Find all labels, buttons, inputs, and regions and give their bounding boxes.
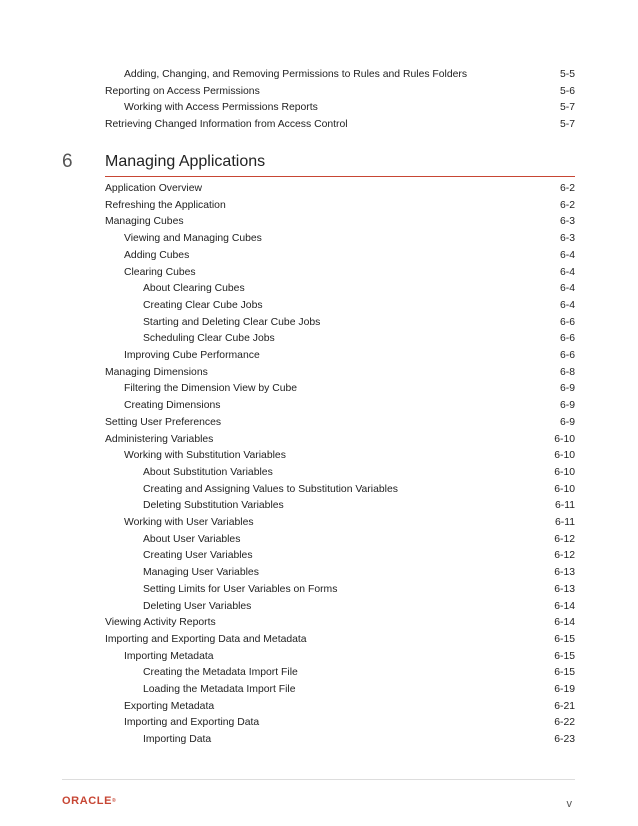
toc-entry[interactable]: [0, 331, 638, 347]
toc-entry-title: Application Overview: [105, 183, 203, 194]
toc-entry-page: 6-4: [559, 283, 575, 295]
toc-entry-page: 6-9: [559, 416, 575, 428]
toc-entry[interactable]: [0, 465, 638, 481]
toc-entry-title: Creating User Variables: [143, 550, 253, 562]
toc-entry-title: About Clearing Cubes: [143, 283, 245, 295]
toc-entry[interactable]: [0, 515, 638, 531]
toc-entry[interactable]: [0, 415, 638, 431]
toc-entry-title: Filtering the Dimension View by Cube: [124, 383, 298, 395]
toc-entry-page: 6-19: [554, 684, 575, 695]
toc-entry-page: 6-21: [554, 700, 575, 712]
toc-entry-page: 6-3: [559, 233, 575, 245]
toc-entry[interactable]: [0, 398, 638, 414]
toc-entry-page: 6-2: [559, 183, 575, 194]
toc-entry-title: Working with User Variables: [124, 517, 254, 528]
toc-entry[interactable]: [0, 582, 638, 598]
toc-entry[interactable]: [0, 432, 638, 448]
toc-entry-title: Working with Substitution Variables: [124, 450, 286, 462]
toc-entry-page: 6-13: [554, 567, 575, 579]
toc-entry-title: About Substitution Variables: [143, 466, 273, 478]
toc-entry-title: Managing Cubes: [105, 216, 184, 228]
toc-entry-title: Creating the Metadata Import File: [143, 667, 298, 679]
toc-entry-page: 6-4: [559, 299, 575, 311]
toc-entry-title: Importing Metadata: [124, 650, 214, 662]
toc-entry-title: Viewing Activity Reports: [105, 617, 216, 629]
toc-entry-title: Importing Data: [143, 734, 212, 746]
toc-entry[interactable]: [0, 348, 638, 364]
toc-entry[interactable]: [0, 632, 638, 648]
toc-entry[interactable]: [0, 448, 638, 464]
toc-entry-title: Administering Variables: [105, 433, 214, 445]
toc-entry[interactable]: [0, 231, 638, 247]
toc-entry-page: 6-22: [554, 717, 575, 729]
chapter-divider: [105, 176, 575, 177]
toc-entry-page: 6-10: [554, 483, 575, 495]
toc-entry-title: Working with Access Permissions Reports: [124, 102, 318, 114]
toc-entry-page: 5-6: [559, 85, 575, 97]
toc-entry-title: Setting User Preferences: [105, 416, 222, 428]
toc-entry-title: Importing and Exporting Data and Metadata: [105, 633, 307, 645]
toc-entry-page: 6-6: [559, 333, 575, 345]
toc-entry-page: 6-10: [554, 450, 575, 462]
toc-entry-page: 6-11: [554, 517, 575, 528]
toc-entry-page: 6-3: [559, 216, 575, 228]
toc-entry-page: 6-2: [559, 199, 575, 211]
toc-entry-page: 6-10: [554, 466, 575, 478]
toc-entry-title: Reporting on Access Permissions: [105, 85, 260, 97]
toc-entry-title: Loading the Metadata Import File: [143, 684, 296, 695]
toc-entry[interactable]: [0, 100, 638, 116]
toc-entry-title: Scheduling Clear Cube Jobs: [143, 333, 275, 345]
chapter-number: 6: [62, 151, 73, 172]
toc-entry[interactable]: [0, 117, 638, 133]
toc-entry[interactable]: [0, 565, 638, 581]
toc-entry-title: Setting Limits for User Variables on Forms: [143, 583, 338, 595]
toc-entry-page: 6-13: [554, 583, 575, 595]
chapter-title[interactable]: Managing Applications: [105, 153, 266, 170]
toc-entry[interactable]: [0, 381, 638, 397]
toc-entry-title: Refreshing the Application: [105, 199, 226, 211]
toc-entry-page: 6-9: [559, 400, 575, 412]
toc-entry[interactable]: [0, 365, 638, 381]
toc-entry-title: Creating and Assigning Values to Substitution Variables: [143, 483, 398, 495]
toc-entry[interactable]: [0, 548, 638, 564]
toc-entry[interactable]: [0, 732, 638, 748]
toc-entry[interactable]: [0, 214, 638, 230]
toc-entry-page: 6-12: [554, 550, 575, 562]
toc-entry-page: 6-12: [554, 533, 575, 545]
toc-entry-title: Clearing Cubes: [124, 266, 196, 278]
toc-entry-page: 6-15: [554, 650, 575, 662]
toc-entry-page: 6-10: [554, 433, 575, 445]
toc-entry-page: 6-6: [559, 316, 575, 328]
toc-entry-title: Adding, Changing, and Removing Permissions to Rules and Rules Folders: [124, 69, 468, 80]
toc-entry-page: 5-7: [559, 119, 575, 131]
toc-entry-title: About User Variables: [143, 533, 241, 545]
oracle-logo: [62, 794, 116, 808]
toc-entry[interactable]: [0, 315, 638, 331]
toc-entry-page: 6-9: [559, 383, 575, 395]
page-number: v: [566, 798, 572, 810]
toc-entry-title: Adding Cubes: [124, 249, 190, 261]
toc-entry[interactable]: [0, 599, 638, 615]
toc-entry[interactable]: [0, 281, 638, 297]
toc-entry-page: 6-6: [559, 350, 575, 361]
toc-entry-page: 6-23: [554, 734, 575, 746]
registered-mark: ®: [112, 798, 116, 804]
toc-entry-page: 6-15: [554, 667, 575, 679]
toc-entry[interactable]: [0, 615, 638, 631]
toc-entry-title: Improving Cube Performance: [124, 350, 260, 361]
toc-entry[interactable]: [0, 649, 638, 665]
toc-entry-title: Creating Clear Cube Jobs: [143, 299, 263, 311]
toc-entry[interactable]: [0, 532, 638, 548]
toc-entry[interactable]: [0, 265, 638, 281]
toc-entry-page: 6-14: [554, 600, 575, 612]
toc-entry-page: 6-11: [554, 500, 575, 512]
toc-entry-title: Managing Dimensions: [105, 366, 208, 378]
toc-entry-title: Viewing and Managing Cubes: [124, 233, 262, 245]
toc-entry-page: 6-4: [559, 266, 575, 278]
toc-entry[interactable]: [0, 181, 638, 197]
toc-entry[interactable]: [0, 665, 638, 681]
toc-entry-page: 6-4: [559, 249, 575, 261]
toc-entry-page: 5-5: [559, 69, 575, 80]
toc-entry-title: Exporting Metadata: [124, 700, 215, 712]
toc-entry-page: 6-15: [554, 633, 575, 645]
toc-entry[interactable]: [0, 298, 638, 314]
toc-entry[interactable]: [0, 699, 638, 715]
toc-entry[interactable]: [0, 198, 638, 214]
toc-entry-title: Creating Dimensions: [124, 400, 221, 412]
toc-entry-title: Deleting Substitution Variables: [143, 500, 284, 512]
toc-entry-page: 5-7: [559, 102, 575, 114]
oracle-logo-text: ORACLE: [62, 795, 113, 807]
toc-entry-title: Deleting User Variables: [143, 600, 252, 612]
toc-entry[interactable]: [0, 498, 638, 514]
toc-entry-title: Managing User Variables: [143, 567, 259, 579]
toc-entry[interactable]: [0, 682, 638, 698]
toc-entry-page: 6-8: [559, 366, 575, 378]
toc-entry[interactable]: [0, 248, 638, 264]
toc-entry[interactable]: [0, 84, 638, 100]
toc-entry[interactable]: [0, 715, 638, 731]
footer-divider: [62, 779, 575, 780]
toc-entry-title: Importing and Exporting Data: [124, 717, 260, 729]
toc-entry-page: 6-14: [554, 617, 575, 629]
toc-entry[interactable]: [0, 482, 638, 498]
toc-entry-title: Retrieving Changed Information from Access Control: [105, 119, 348, 131]
toc-entry-title: Starting and Deleting Clear Cube Jobs: [143, 316, 321, 328]
toc-entry[interactable]: [0, 67, 638, 83]
